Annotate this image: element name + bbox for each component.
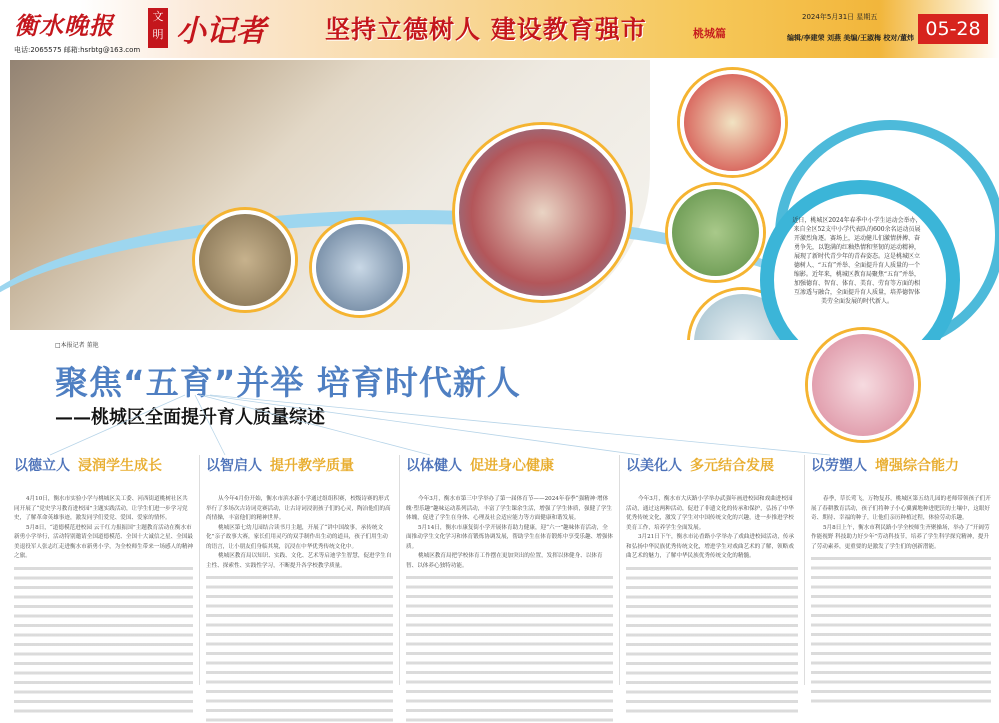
section-heading: 以美化人 多元结合发展 <box>626 458 774 474</box>
column-name: 小记者 <box>176 14 266 49</box>
paragraph: 桃城区第七幼儿园结合读书月主题，开展了“讲中国故事，承传统文化”亲子故事大赛，家长们用灵巧的双手制作出生动的道具，孩子们用生动的语言，让小朋友们身临其境，沉浸在中华优秀传统文化中。 <box>206 524 388 550</box>
photo-stage-performance <box>680 70 785 175</box>
body-text-continued <box>206 573 393 723</box>
paragraph: 桃城区教育局以知识、实践、文化、艺术等启迪学生智慧，促进学生自主性、探索性、实践性学习，不断提升各学校教学质量。 <box>206 553 392 569</box>
district-label: 桃城篇 <box>693 27 726 40</box>
section-aesthetic <box>620 455 805 685</box>
subheadline: ——桃城区全面提升育人质量综述 <box>55 407 325 428</box>
section-heading: 以劳塑人 增强综合能力 <box>811 458 959 474</box>
section-heading: 以德立人 浸润学生成长 <box>14 458 162 474</box>
paragraph: 桃城区教育局把学校体育工作摆在更加突出的位置，发挥以体健身、以体育智、以体养心独特功能。 <box>406 553 603 569</box>
section-labor <box>805 455 997 685</box>
photo-sports-meet <box>455 125 630 300</box>
section-intellect <box>200 455 400 685</box>
paragraph: 今年3月，衡水市大庆路小学举办武强年画进校园和戏曲进校园活动，通过这两种活动，促进了非遗文化的传承和保护，弘扬了中华优秀传统文化，激发了学生对中国传统文化的兴趣，进一步推进学校美育工作，培养学生全面发展。 <box>626 496 794 531</box>
paragraph: 从今年4月份开始，衡水市滨水新小学通过组组积赛，校级诗赛的形式举行了多场次古诗词竞赛活动，让古诗词浸润孩子们的心灵，陶冶他们的高尚情操，丰富他们的精神世界。 <box>206 496 391 521</box>
paragraph: 4月10日，衡水市实验小学与桃城区关工委、河西街道桃树社区共同开展了“党史学习教育进校园”主题实践活动，让学生们进一步学习党史，了解革命英雄事迹，激发同学们爱党、爱国、爱家的情怀。 <box>14 496 188 521</box>
photo-student-experiment <box>312 220 407 315</box>
photo-collage <box>0 60 999 340</box>
slogan: 坚持立德树人 建设教育强市 <box>325 15 647 44</box>
contact-info: 电话:2065575 邮箱:hsrbtg@163.com <box>14 46 141 54</box>
headline: 聚焦“五育”并举 培育时代新人 <box>55 363 521 402</box>
paragraph: 3月21日下午，衡水市沁香路小学举办了戏曲进校园活动，传承和弘扬中华民族优秀传统文化，增进学生对戏曲艺术的了解，领略戏曲艺术的魅力，了解中华民族优秀传统文化的精髓。 <box>626 534 795 559</box>
section-physical <box>400 455 620 685</box>
intro-text: 近日，桃城区2024年春季中小学生运动会举办，来自全区52支中小学代表队的600余名运动员展开激烈角逐。赛场上，运动健儿们激情拼搏、奋勇争先，以饱满的红釉热情和坚韧的运动精神，展现了新时代青少年的青春姿态。这是桃城区立德树人、“五育”并举、全面提升育人质量的一个缩影。近年来，桃城区教育局聚焦“五育”并举，加强德育、智育、体育、美育、劳育等方面的相互渗透与融合，全面提升育人质量，培养德智体美劳全面发展的时代新人。 <box>792 217 922 305</box>
paragraph: 今年3月，衡水市第三中学举办了第一届体育节——2024年春季“强精神·增体魄·塑乐趣”趣味运动系列活动，丰富了学生课余生活，增强了学生体质，强健了学生体魄，促进了学生在身体、心理及社会适应能力等方面健康和谐发展。 <box>406 496 613 521</box>
section-moral <box>8 455 200 685</box>
section-heading: 以体健人 促进身心健康 <box>406 458 554 474</box>
photo-art-class <box>808 330 918 440</box>
page-number: 05-28 <box>918 14 988 44</box>
wenming-badge: 文明 <box>148 8 168 48</box>
paragraph: 5月8日上午，衡水市利民路小学全校师生齐聚操场，举办了“开阔劳作能视野 科技助力好少年”劳动科技节，培养了学生科学探究精神，提升了劳动素养，更重要的是激发了学生们的创新潜能。 <box>811 524 990 550</box>
body-text-continued <box>811 554 991 704</box>
paragraph: 5月8日，“道德模范进校园 云千红力报振国”主题教育活动在衡水市新勇小学举行，活动特别邀请全国道德模范、全国十大诚信之星、全国最美退役军人张志红走进衡水市新勇小学，为全校师生带来一场感人的精神之旅。 <box>14 524 194 559</box>
photo-playground <box>668 185 763 280</box>
body-text-continued <box>406 573 613 723</box>
editors-credit: 编辑/李建荣 刘燕 美编/王淑梅 校对/董炜 <box>787 34 914 42</box>
body-text-continued <box>626 564 798 714</box>
byline: □本报记者 董艳 <box>55 342 99 349</box>
paragraph: 5月14日，衡水市康复街小学开展体育助力健康，迎“六一”趣味体育活动，全面推动学生文化学习和体育锻炼协调发展，帮助学生在体育锻炼中享受乐趣、增强体质。 <box>406 524 613 550</box>
issue-date: 2024年5月31日 星期五 <box>802 13 878 21</box>
newspaper-logo: 衡水晚报 <box>14 11 114 40</box>
body-text-continued <box>14 564 193 714</box>
photo-students-planting <box>195 210 295 310</box>
masthead <box>0 0 999 58</box>
paragraph: 春季，草长莺飞，万物复苏，桃城区第五幼儿园的老师带领孩子们开展了春耕教育活动，孩子们将种子小心翼翼地种进肥沃的土壤中，这眼好奇、期待、幸福的种子，让他们亲历种植过程，体验劳动乐趣。 <box>811 496 991 521</box>
section-heading: 以智启人 提升教学质量 <box>206 458 354 474</box>
